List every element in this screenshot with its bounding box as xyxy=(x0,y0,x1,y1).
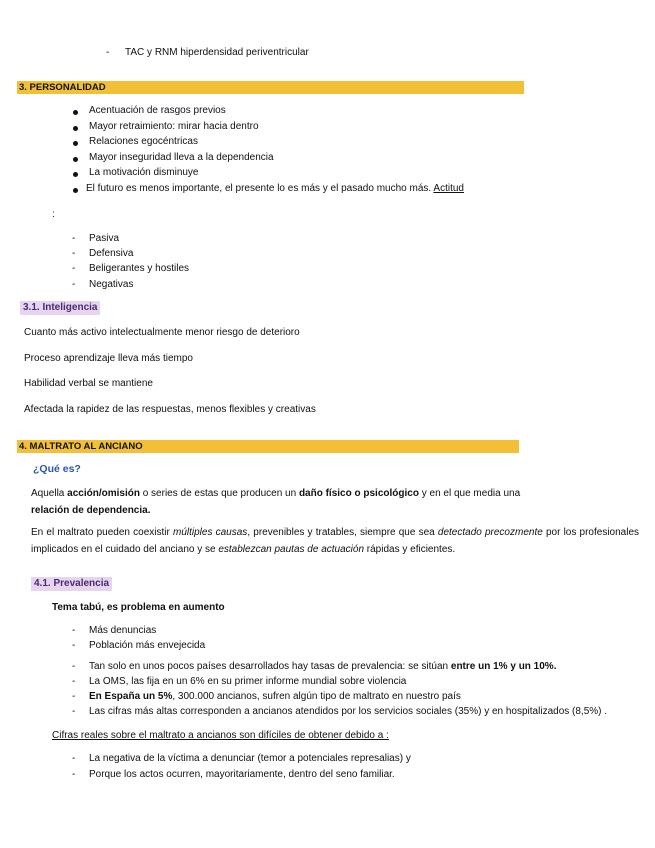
bullet-icon xyxy=(73,157,78,162)
taboo-line: Tema tabú, es problema en aumento xyxy=(52,602,225,613)
text-run: relación de dependencia. xyxy=(31,505,151,516)
difficult-line: Cifras reales sobre el maltrato a ancianos son difíciles de obtener debido a : xyxy=(52,730,389,741)
list-item: Mayor retraimiento: mirar hacia dentro xyxy=(89,121,259,132)
text-run: , 300.000 ancianos, sufren algún tipo de maltrato en nuestro país xyxy=(172,691,461,702)
text-run: rápidas y eficientes. xyxy=(364,544,456,555)
list-dash: - xyxy=(72,625,76,636)
text-run: Aquella xyxy=(31,488,68,499)
list-item: La OMS, las fija en un 6% en su primer informe mundial sobre violencia xyxy=(89,676,407,687)
text-run: establezcan pautas de actuación xyxy=(218,544,365,555)
paragraph-line: Habilidad verbal se mantiene xyxy=(24,378,153,389)
list-item: Población más envejecida xyxy=(89,640,206,651)
text-run: Tan solo en unos pocos países desarrollados hay tasas de prevalencia: se sitúan xyxy=(89,661,451,672)
text-run: entre un 1% y un 10%. xyxy=(450,661,557,672)
list-dash: - xyxy=(72,691,76,702)
causes-paragraph xyxy=(31,524,639,558)
list-item: Relaciones egocéntricas xyxy=(89,136,198,147)
text-run: En España un 5% xyxy=(89,691,173,702)
list-item: Las cifras más altas corresponden a ancianos atendidos por los servicios sociales (35%) y en hospitalizados (8,5%) . xyxy=(89,706,608,717)
bullet-icon xyxy=(73,110,78,115)
text-run: , prevenibles y tratables, siempre que sea xyxy=(247,527,438,538)
colon-text: : xyxy=(52,209,55,220)
list-item: Más denuncias xyxy=(89,625,157,636)
subsection-heading-prevalencia: 4.1. Prevalencia xyxy=(31,577,112,591)
text-run: detectado precozmente xyxy=(437,527,543,538)
section-heading-maltrato: 4. MALTRATO AL ANCIANO xyxy=(17,440,519,453)
list-item: Defensiva xyxy=(89,248,134,259)
bullet-icon xyxy=(73,141,78,146)
text-run: por los profesionales implicados en el cuidado del anciano y se xyxy=(31,527,640,555)
list-item: Negativas xyxy=(89,279,134,290)
list-dash: - xyxy=(106,47,110,58)
list-item: Beligerantes y hostiles xyxy=(89,263,190,274)
text-run: daño físico o psicológico xyxy=(298,488,419,499)
list-dash: - xyxy=(72,248,76,259)
list-dash: - xyxy=(72,661,76,672)
list-item xyxy=(89,661,556,672)
list-dash: - xyxy=(72,769,76,780)
list-dash: - xyxy=(72,279,76,290)
actitud-link: Actitud xyxy=(433,183,464,194)
list-item xyxy=(86,183,464,194)
list-item: Mayor inseguridad lleva a la dependencia xyxy=(89,152,274,163)
section-heading-personalidad: 3. PERSONALIDAD xyxy=(17,81,524,94)
list-item: Pasiva xyxy=(89,233,120,244)
list-item xyxy=(89,691,461,702)
list-item: La negativa de la víctima a denunciar (temor a potenciales represalias) y xyxy=(89,753,411,764)
bullet-icon xyxy=(73,126,78,131)
definition-paragraph xyxy=(31,485,631,519)
list-item: Porque los actos ocurren, mayoritariamente, dentro del seno familiar. xyxy=(89,769,395,780)
text-run: En el maltrato pueden coexistir xyxy=(31,527,173,538)
paragraph-line: Afectada la rapidez de las respuestas, menos flexibles y creativas xyxy=(24,404,316,415)
list-dash: - xyxy=(72,640,76,651)
list-dash: - xyxy=(72,706,76,717)
text-run: múltiples causas xyxy=(173,527,248,538)
question-heading: ¿Qué es? xyxy=(33,463,81,475)
list-item: TAC y RNM hiperdensidad periventricular xyxy=(125,47,309,58)
text-run: acción/omisión xyxy=(67,488,140,499)
list-item: La motivación disminuye xyxy=(89,167,199,178)
paragraph-line: Cuanto más activo intelectualmente menor riesgo de deterioro xyxy=(24,327,300,338)
text-run: y en el que media una xyxy=(418,488,521,499)
text-run: o series de estas que producen un xyxy=(139,488,299,499)
paragraph-line: Proceso aprendizaje lleva más tiempo xyxy=(24,353,193,364)
bullet-icon xyxy=(73,188,78,193)
list-item: Acentuación de rasgos previos xyxy=(89,105,226,116)
list-dash: - xyxy=(72,753,76,764)
list-dash: - xyxy=(72,263,76,274)
bullet-icon xyxy=(73,172,78,177)
list-dash: - xyxy=(72,676,76,687)
list-item-text: El futuro es menos importante, el presente lo es más y el pasado mucho más. xyxy=(86,183,434,194)
subsection-heading-inteligencia: 3.1. Inteligencia xyxy=(20,301,100,315)
list-dash: - xyxy=(72,233,76,244)
